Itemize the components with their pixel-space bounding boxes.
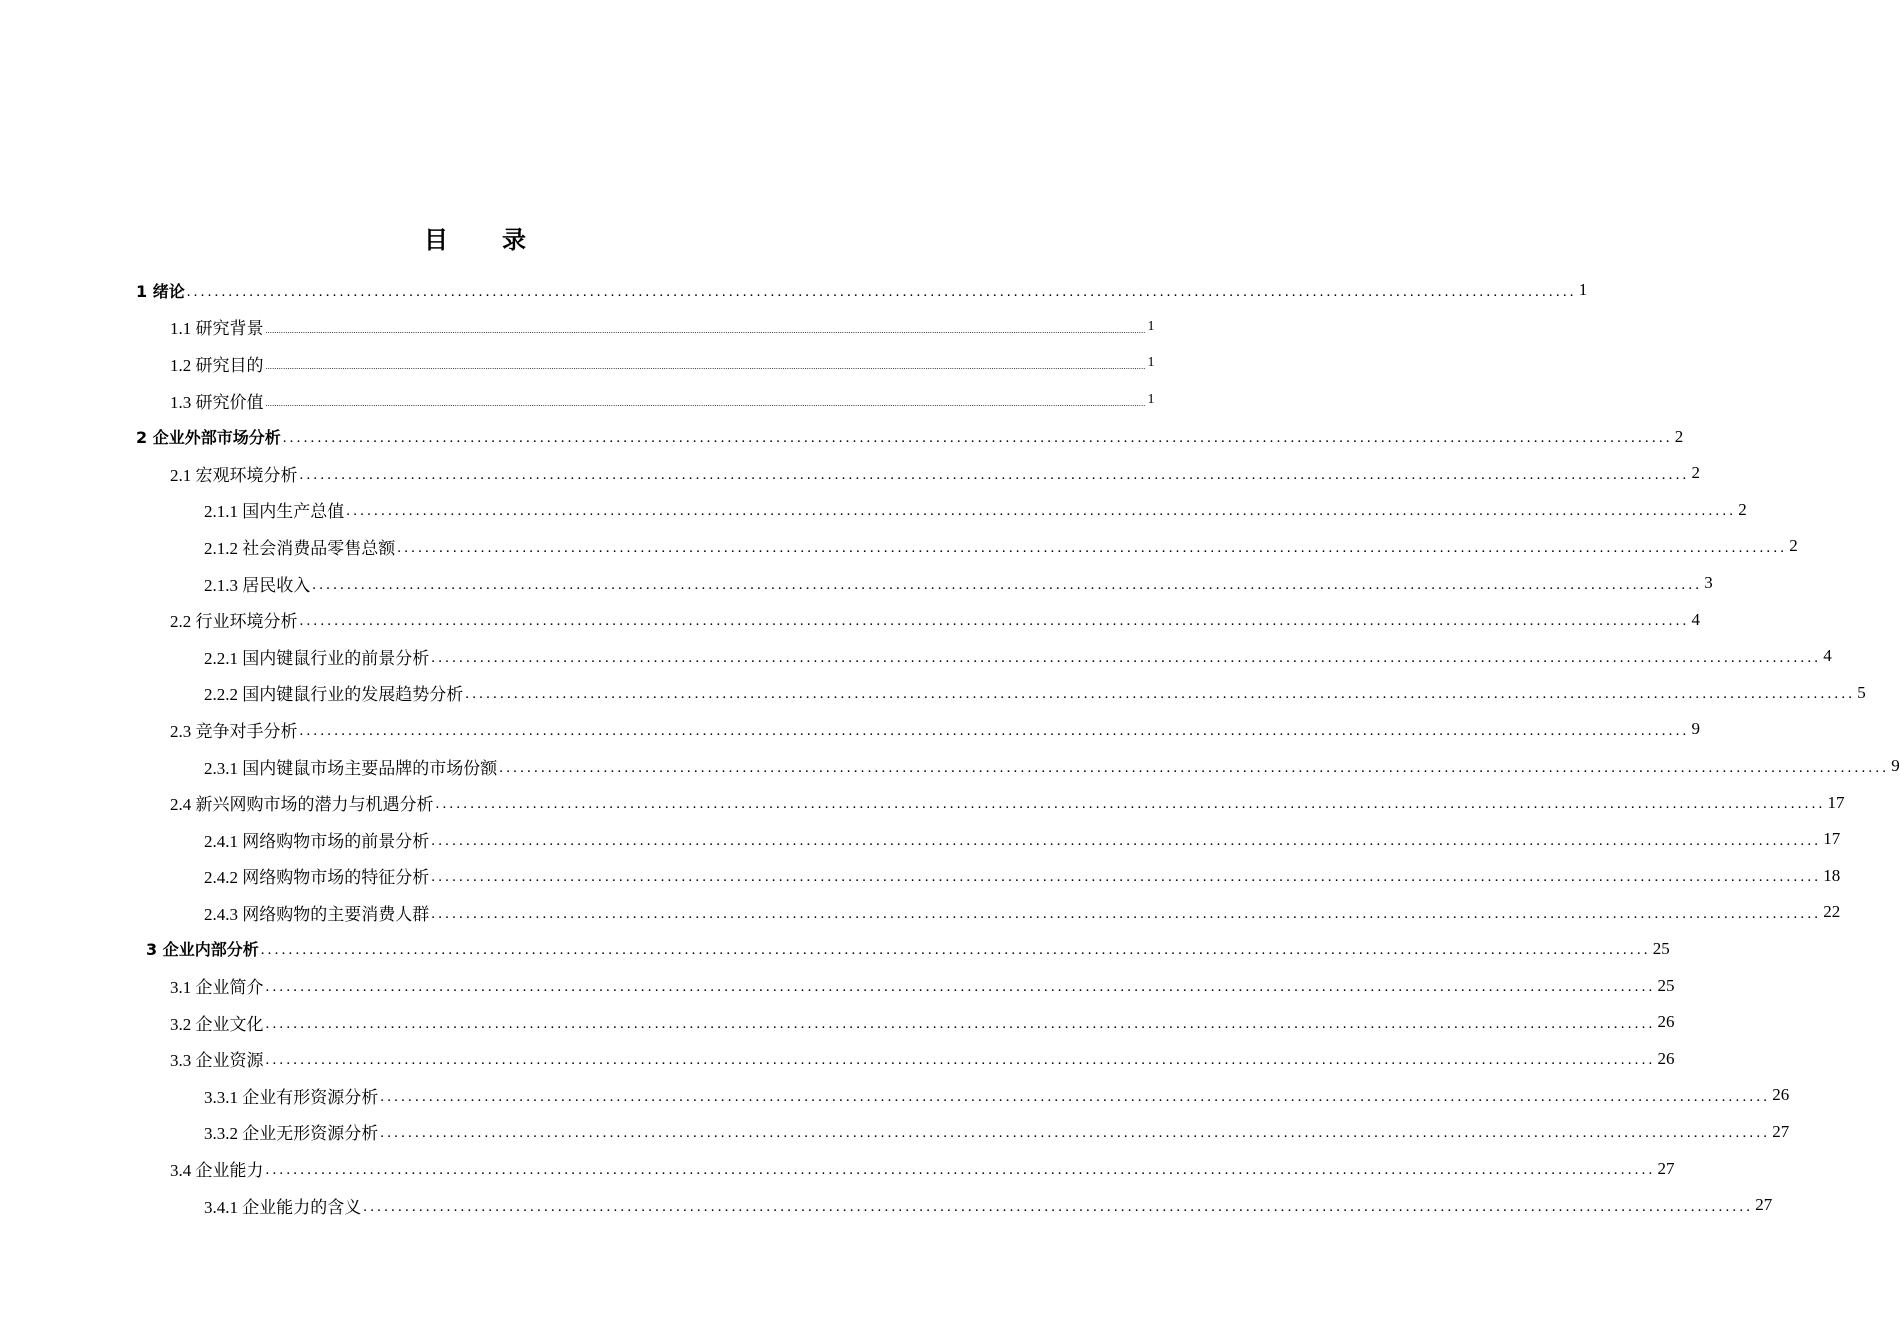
toc-entry-label: 2.2 行业环境分析 [170, 612, 298, 632]
toc-dot-leader: ........................................................................................................................................................................................................ [431, 869, 1822, 886]
toc-entry[interactable] [0, 858, 1841, 895]
toc-dot-leader: ........................................................................................................................................................................................................ [380, 1125, 1771, 1142]
toc-dot-leader: ........................................................................................................................................................................................................ [465, 686, 1856, 703]
toc-dot-leader: ................................................................................................................................................................................................................................................................................................................................................................................................................ [265, 325, 1146, 335]
toc-entry-page-number: 1 [1578, 280, 1588, 300]
toc-entry[interactable] [0, 565, 1713, 602]
toc-entry[interactable] [0, 967, 1675, 1004]
toc-entry-page-number: 2 [1738, 499, 1747, 519]
toc-entry[interactable] [0, 455, 1700, 492]
toc-entry-page-number: 22 [1823, 902, 1841, 922]
toc-entry-page-number: 26 [1657, 1012, 1675, 1032]
toc-dot-leader: ........................................................................................................................................................................................................ [431, 905, 1822, 922]
toc-entry-label: 3.4.1 企业能力的含义 [204, 1197, 362, 1217]
toc-entry-page-number: 17 [1823, 829, 1841, 849]
toc-entry-page-number: 5 [1857, 682, 1866, 702]
toc-entry[interactable] [0, 601, 1700, 638]
toc-entry-label: 3.3.1 企业有形资源分析 [204, 1087, 379, 1107]
toc-entry-label: 3.1 企业简介 [170, 978, 264, 998]
toc-entry-label: 2.1 宏观环境分析 [170, 465, 298, 485]
toc-dot-leader: ........................................................................................................................................................................................................ [380, 1088, 1771, 1105]
toc-entry-label: 2.4.3 网络购物的主要消费人群 [204, 904, 430, 924]
toc-entry-page-number: 25 [1652, 938, 1670, 958]
toc-entry-label: 3 企业内部分析 [146, 940, 259, 960]
toc-dot-leader: ........................................................................................................................................................................................................ [265, 979, 1656, 996]
toc-entry[interactable] [0, 1040, 1675, 1077]
toc-dot-leader: ........................................................................................................................................................................................................ [299, 466, 1690, 483]
toc-entry-page-number: 3 [1704, 573, 1713, 593]
toc-entry-label: 2.1.1 国内生产总值 [204, 502, 345, 522]
toc-entry-label: 1 绪论 [136, 281, 185, 301]
toc-entry[interactable] [0, 931, 1670, 968]
toc-entry[interactable] [0, 821, 1841, 858]
toc-title: 目录 [424, 226, 580, 254]
toc-entry-page-number: 9 [1691, 719, 1700, 739]
toc-entry-page-number: 18 [1823, 865, 1841, 885]
toc-dot-leader: ........................................................................................................................................................................................................ [260, 942, 1651, 959]
toc-entry[interactable] [0, 418, 1684, 455]
toc-entry-label: 2.3.1 国内键鼠市场主要品牌的市场份额 [204, 758, 498, 778]
toc-entry-label: 2.1.2 社会消费品零售总额 [204, 538, 396, 558]
toc-entry[interactable] [0, 1150, 1675, 1187]
toc-entry[interactable] [0, 309, 1155, 346]
toc-entry-label: 3.3 企业资源 [170, 1051, 264, 1071]
toc-dot-leader: ........................................................................................................................................................................................................ [312, 576, 1703, 593]
toc-dot-leader: ........................................................................................................................................................................................................ [299, 722, 1690, 739]
toc-dot-leader: ........................................................................................................................................................................................................ [499, 759, 1890, 776]
toc-entry[interactable] [0, 748, 1900, 785]
toc-entry-label: 2.2.2 国内键鼠行业的发展趋势分析 [204, 685, 464, 705]
toc-entry-page-number: 4 [1691, 609, 1700, 629]
toc-entry-label: 1.2 研究目的 [170, 355, 264, 375]
toc-dot-leader: ........................................................................................................................................................................................................ [431, 649, 1822, 666]
toc-entry-page-number: 25 [1657, 975, 1675, 995]
toc-entry-page-number: 9 [1891, 756, 1900, 776]
toc-dot-leader: ........................................................................................................................................................................................................ [431, 832, 1822, 849]
toc-entry-page-number: 27 [1772, 1121, 1790, 1141]
toc-dot-leader: ........................................................................................................................................................................................................ [186, 283, 1577, 300]
toc-entry[interactable] [0, 894, 1841, 931]
toc-entry-page-number: 2 [1789, 536, 1798, 556]
toc-entry[interactable] [0, 675, 1866, 712]
toc-dot-leader: ........................................................................................................................................................................................................ [435, 796, 1826, 813]
toc-entry-label: 2.1.3 居民收入 [204, 575, 311, 595]
toc-entry[interactable] [0, 492, 1747, 529]
toc-entry[interactable] [0, 382, 1155, 419]
toc-entry[interactable] [0, 1004, 1675, 1041]
toc-entry-page-number: 2 [1674, 426, 1684, 446]
toc-dot-leader: ........................................................................................................................................................................................................ [282, 430, 1673, 447]
toc-entry-label: 2.3 竞争对手分析 [170, 721, 298, 741]
toc-entry-page-number: 26 [1657, 1048, 1675, 1068]
toc-entry[interactable] [0, 711, 1700, 748]
toc-dot-leader: ........................................................................................................................................................................................................ [265, 1052, 1656, 1069]
toc-entry-label: 2.4.1 网络购物市场的前景分析 [204, 831, 430, 851]
toc-entry[interactable] [0, 1187, 1773, 1224]
toc-entry[interactable] [0, 1077, 1790, 1114]
toc-entry-page-number: 1 [1147, 318, 1155, 334]
toc-entry-label: 1.3 研究价值 [170, 392, 264, 412]
toc-dot-leader: ........................................................................................................................................................................................................ [265, 1015, 1656, 1032]
toc-entry-page-number: 4 [1823, 646, 1832, 666]
toc-entry-label: 3.2 企业文化 [170, 1014, 264, 1034]
toc-entry[interactable] [0, 528, 1798, 565]
toc-entry[interactable] [0, 638, 1832, 675]
toc-entry-page-number: 1 [1147, 355, 1155, 371]
toc-entry-label: 2.2.1 国内键鼠行业的前景分析 [204, 648, 430, 668]
toc-list [0, 272, 1900, 1223]
toc-dot-leader: ................................................................................................................................................................................................................................................................................................................................................................................................................ [265, 399, 1146, 409]
toc-entry[interactable] [0, 784, 1845, 821]
toc-entry-page-number: 27 [1755, 1195, 1773, 1215]
toc-entry-label: 1.1 研究背景 [170, 319, 264, 339]
toc-dot-leader: ................................................................................................................................................................................................................................................................................................................................................................................................................ [265, 362, 1146, 372]
toc-entry[interactable] [0, 272, 1588, 309]
toc-dot-leader: ........................................................................................................................................................................................................ [397, 539, 1788, 556]
toc-entry-label: 2.4 新兴网购市场的潜力与机遇分析 [170, 795, 434, 815]
toc-entry-page-number: 17 [1827, 792, 1845, 812]
toc-entry-page-number: 26 [1772, 1085, 1790, 1105]
toc-dot-leader: ........................................................................................................................................................................................................ [363, 1198, 1754, 1215]
toc-dot-leader: ........................................................................................................................................................................................................ [265, 1162, 1656, 1179]
toc-entry-page-number: 1 [1147, 392, 1155, 408]
toc-entry[interactable] [0, 345, 1155, 382]
toc-entry-label: 3.4 企业能力 [170, 1161, 264, 1181]
toc-entry-label: 2.4.2 网络购物市场的特征分析 [204, 868, 430, 888]
toc-entry[interactable] [0, 1114, 1790, 1151]
toc-dot-leader: ........................................................................................................................................................................................................ [299, 613, 1690, 630]
toc-entry-label: 3.3.2 企业无形资源分析 [204, 1124, 379, 1144]
toc-entry-page-number: 2 [1691, 463, 1700, 483]
toc-dot-leader: ........................................................................................................................................................................................................ [346, 503, 1737, 520]
toc-entry-page-number: 27 [1657, 1158, 1675, 1178]
toc-entry-label: 2 企业外部市场分析 [136, 428, 281, 448]
